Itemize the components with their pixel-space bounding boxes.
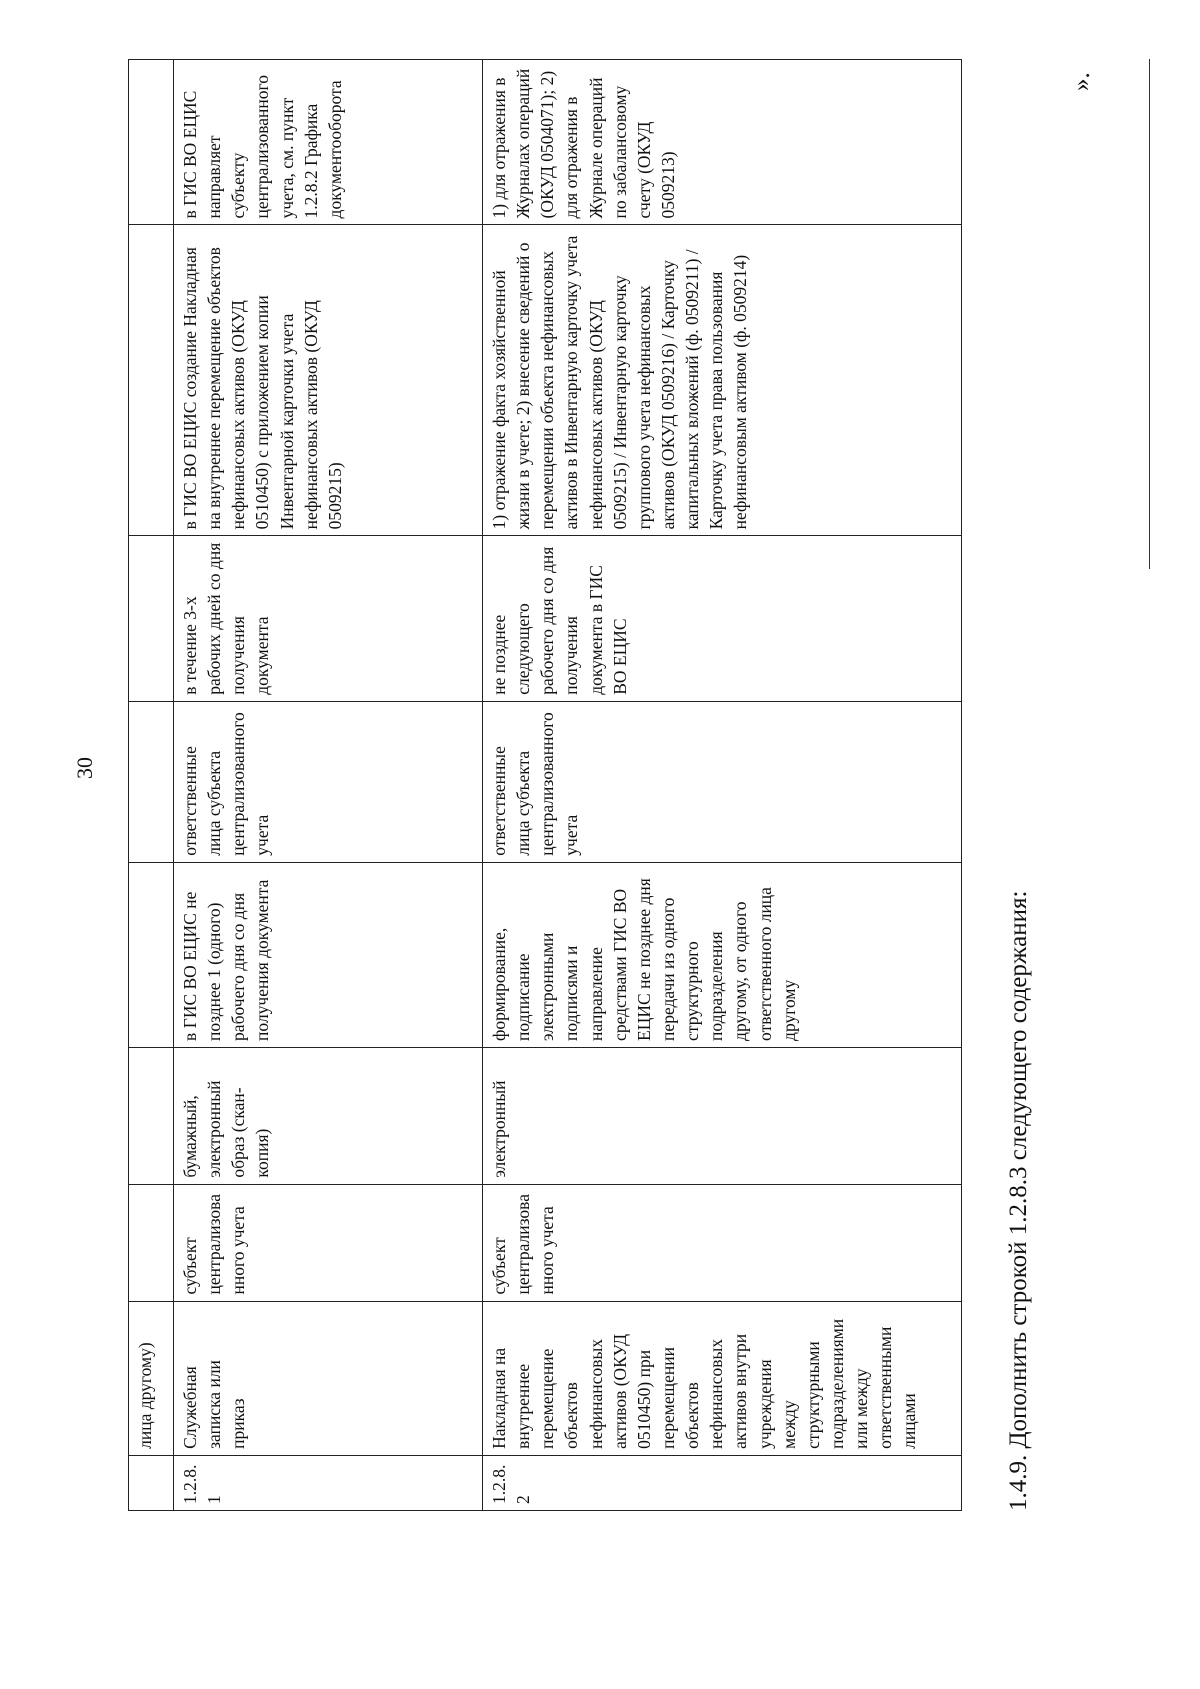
table-cell bbox=[129, 701, 174, 862]
format-cell: электронный bbox=[483, 1047, 962, 1184]
process-deadline-cell: в течение 3-х рабочих дней со дня получения документа bbox=[174, 536, 483, 701]
responsible-cell: субъект централизованного учета bbox=[483, 1184, 962, 1301]
table-cell bbox=[129, 536, 174, 701]
closing-quote: ». bbox=[1068, 72, 1095, 91]
table-row bbox=[174, 60, 483, 1511]
process-deadline-cell: не позднее следующего рабочего дня со дня получения документа в ГИС ВО ЕЦИС bbox=[483, 536, 962, 701]
table-cell bbox=[129, 1184, 174, 1301]
table-row bbox=[483, 60, 962, 1511]
table-cell bbox=[129, 60, 174, 225]
document-cell: Накладная на внутреннее перемещение объектов нефинансовых активов (ОКУД 0510450) при перемещении объектов нефинансовых активов внутри учреждения между структурными подразделениями или между ответственными лицами bbox=[483, 1301, 962, 1455]
table-cell bbox=[129, 225, 174, 536]
document-table bbox=[128, 59, 962, 1511]
result-cell: 1) для отражения в Журналах операций (ОКУД 0504071); 2) для отражения в Журнале операций по забалансовому счету (ОКУД 0509213) bbox=[483, 60, 962, 225]
action-cell: в ГИС ВО ЕЦИС создание Накладная на внутреннее перемещение объектов нефинансовых активов (ОКУД 0510450) с приложением копии Инвентарной карточки учета нефинансовых активов (ОКУД 0509215) bbox=[174, 225, 483, 536]
table-cell bbox=[129, 1047, 174, 1184]
transfer-deadline-cell: формирование, подписание электронными подписями и направление средствами ГИС ВО ЕЦИС не позднее дня передачи из одного структурного подразделения другому, от одного ответственного лица другому bbox=[483, 862, 962, 1047]
row-number-cell: 1.2.8.1 bbox=[174, 1455, 483, 1510]
format-cell: бумажный, электронный образ (скан-копия) bbox=[174, 1047, 483, 1184]
receiver-cell: ответственные лица субъекта централизованного учета bbox=[174, 701, 483, 862]
amendment-text: 1.4.9. Дополнить строкой 1.2.8.3 следующего содержания: bbox=[1005, 890, 1032, 1511]
responsible-cell: субъект централизованного учета bbox=[174, 1184, 483, 1301]
row-number-cell: 1.2.8.2 bbox=[483, 1455, 962, 1510]
result-cell: в ГИС ВО ЕЦИС направляет субъекту централизованного учета, см. пункт 1.2.8.2 Графика документооборота bbox=[174, 60, 483, 225]
table-cell: лица другому) bbox=[129, 1301, 174, 1455]
transfer-deadline-cell: в ГИС ВО ЕЦИС не позднее 1 (одного) рабочего дня со дня получения документа bbox=[174, 862, 483, 1047]
table-row-continuation bbox=[129, 60, 174, 1511]
table-cell bbox=[129, 862, 174, 1047]
page-number: 30 bbox=[72, 757, 97, 779]
document-cell: Служебная записка или приказ bbox=[174, 1301, 483, 1455]
action-cell: 1) отражение факта хозяйственной жизни в учете; 2) внесение сведений о перемещении объекта нефинансовых активов в Инвентарную карточку учета нефинансовых активов (ОКУД 0509215) / Инвентарную карточку группового учета нефинансовых активов (ОКУД 0509216) / Карточку капитальных вложений (ф. 0509211) / Карточку учета права пользования нефинансовым активом (ф. 0509214) bbox=[483, 225, 962, 536]
table-cell bbox=[129, 1455, 174, 1510]
footnote-divider bbox=[1149, 59, 1150, 569]
receiver-cell: ответственные лица субъекта централизованного учета bbox=[483, 701, 962, 862]
